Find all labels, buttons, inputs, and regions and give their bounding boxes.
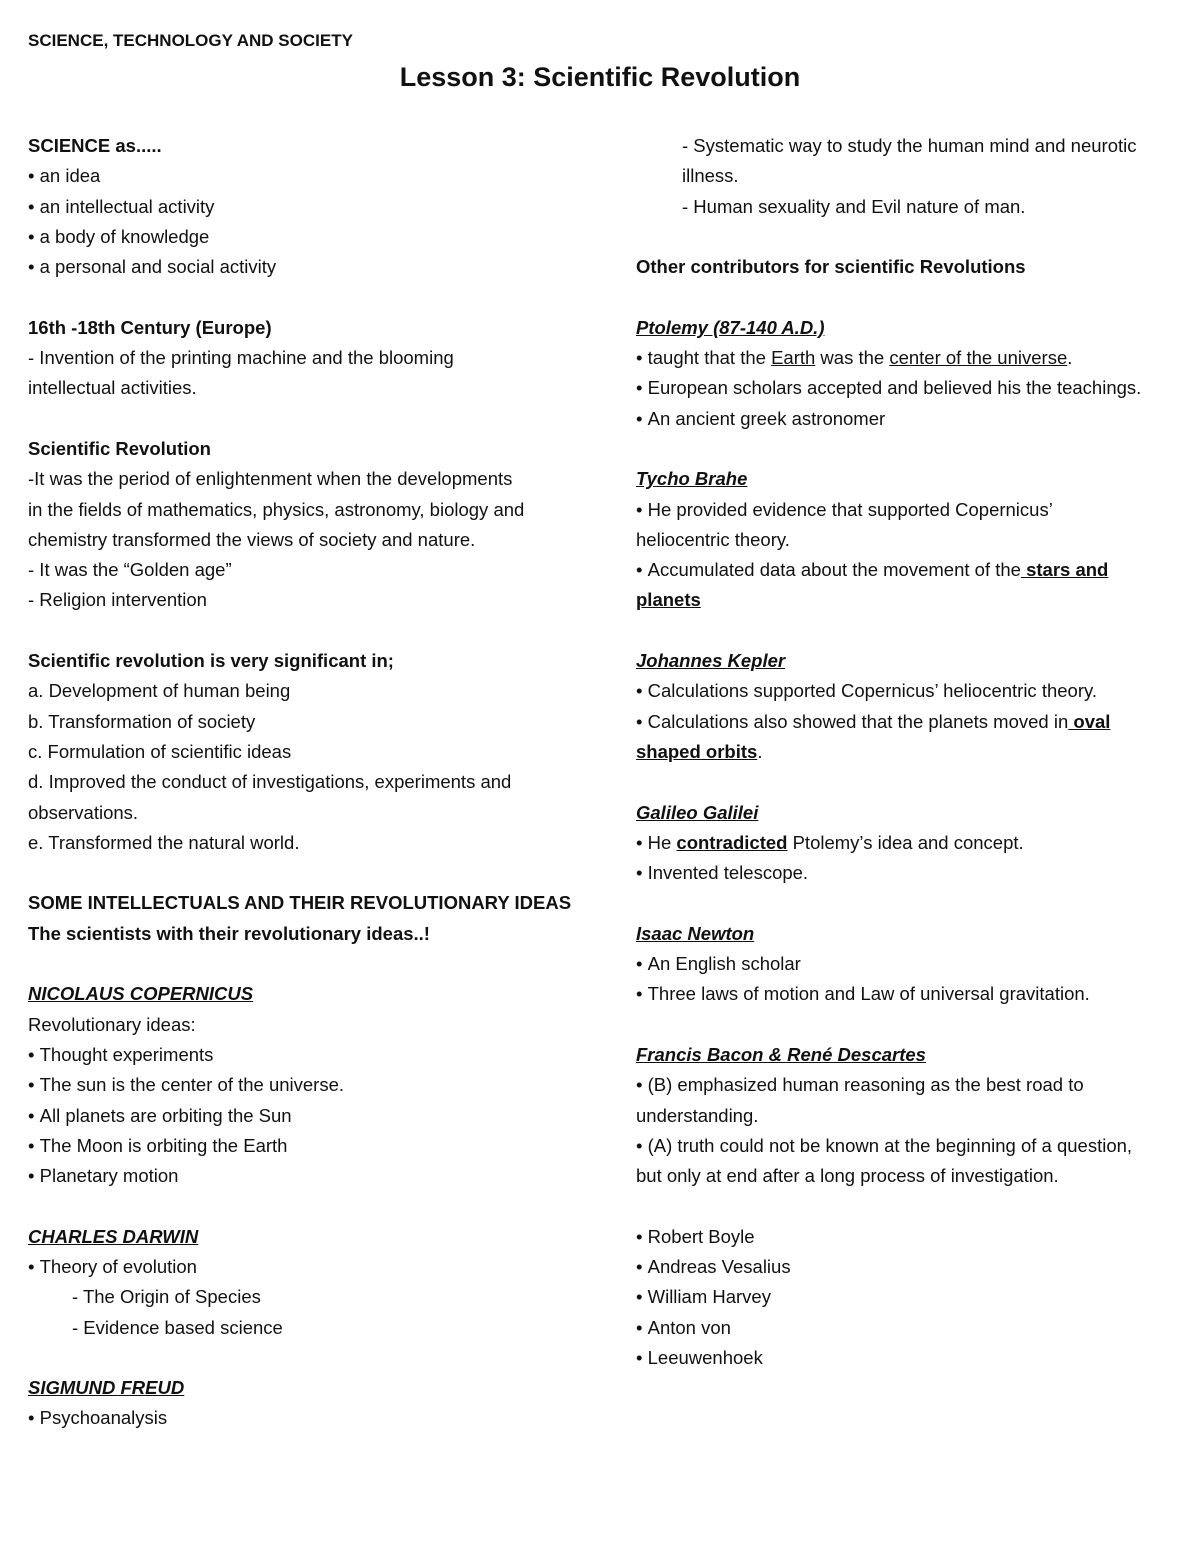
- left-column: [28, 131, 588, 1434]
- list-item: • The sun is the center of the universe.: [28, 1070, 588, 1100]
- text-span: He: [647, 831, 677, 853]
- ptolemy-heading: Ptolemy (87-140 A.D.): [636, 316, 825, 338]
- text-line: - It was the “Golden age”: [28, 559, 232, 581]
- text-line: understanding.: [636, 1104, 759, 1126]
- center-term: center of the universe: [889, 347, 1068, 369]
- text-span: taught that the: [647, 347, 772, 369]
- bacon-descartes-heading: Francis Bacon & René Descartes: [636, 1043, 926, 1065]
- right-column: [636, 131, 1186, 1373]
- list-item: • (A) truth could not be known at the beginning of a question,: [636, 1131, 1186, 1161]
- list-item: • a personal and social activity: [28, 252, 588, 282]
- list-item: • (B) emphasized human reasoning as the best road to: [636, 1070, 1186, 1100]
- list-item: • Planetary motion: [28, 1161, 588, 1191]
- revolution-heading: Scientific Revolution: [28, 437, 211, 459]
- contradicted-term: contradicted: [676, 831, 788, 853]
- text-line: a. Development of human being: [28, 680, 291, 702]
- list-item: • Leeuwenhoek: [636, 1343, 1186, 1373]
- text-line: in the fields of mathematics, physics, astronomy, biology and: [28, 498, 525, 520]
- kepler-heading: Johannes Kepler: [636, 650, 786, 672]
- intellectuals-heading: SOME INTELLECTUALS AND THEIR REVOLUTIONARY IDEAS: [28, 892, 572, 914]
- list-item: • Robert Boyle: [636, 1222, 1186, 1252]
- text-span: .: [1067, 347, 1073, 369]
- list-item: • Andreas Vesalius: [636, 1252, 1186, 1282]
- list-item: • He provided evidence that supported Copernicus’: [636, 495, 1186, 525]
- text-line: e. Transformed the natural world.: [28, 831, 300, 853]
- tycho-heading: Tycho Brahe: [636, 468, 748, 490]
- significance-heading: Scientific revolution is very significant in;: [28, 650, 394, 672]
- list-item: [636, 828, 1186, 858]
- list-item: • Calculations supported Copernicus’ heliocentric theory.: [636, 676, 1186, 706]
- text-line: - Systematic way to study the human mind and neurotic: [682, 135, 1137, 156]
- century-heading: 16th -18th Century (Europe): [28, 316, 272, 338]
- list-item: • an intellectual activity: [28, 192, 588, 222]
- list-item: [636, 343, 1186, 373]
- newton-heading: Isaac Newton: [636, 922, 755, 944]
- list-item: • an idea: [28, 161, 588, 191]
- text-line: b. Transformation of society: [28, 710, 256, 732]
- oval-term: oval: [1068, 710, 1111, 732]
- text-line: intellectual activities.: [28, 377, 197, 399]
- text-span: Calculations also showed that the planets moved in: [647, 710, 1069, 732]
- text-line: -It was the period of enlightenment when the developments: [28, 468, 513, 490]
- science-heading: SCIENCE as.....: [28, 135, 162, 156]
- sub-list-item: - Evidence based science: [72, 1316, 283, 1338]
- text-line: [636, 737, 1186, 767]
- text-line: illness.: [682, 165, 739, 187]
- list-item: [636, 555, 1186, 585]
- text-line: - Invention of the printing machine and the blooming: [28, 347, 454, 369]
- list-item: • The Moon is orbiting the Earth: [28, 1131, 588, 1161]
- lesson-title: Lesson 3: Scientific Revolution: [399, 62, 801, 92]
- copernicus-heading: NICOLAUS COPERNICUS: [28, 983, 254, 1005]
- freud-heading: SIGMUND FREUD: [28, 1377, 185, 1399]
- orbits-term: shaped orbits: [636, 740, 758, 762]
- text-line: - Human sexuality and Evil nature of man.: [682, 195, 1026, 217]
- text-line: chemistry transformed the views of society and nature.: [28, 528, 476, 550]
- text-line: c. Formulation of scientific ideas: [28, 740, 292, 762]
- galileo-heading: Galileo Galilei: [636, 801, 759, 823]
- darwin-heading: CHARLES DARWIN: [28, 1225, 199, 1247]
- list-item: • Thought experiments: [28, 1040, 588, 1070]
- sub-list-item: - The Origin of Species: [72, 1286, 261, 1308]
- list-item: • Theory of evolution: [28, 1252, 588, 1282]
- text-span: was the: [815, 347, 890, 369]
- others-heading: Other contributors for scientific Revolutions: [636, 256, 1026, 278]
- earth-term: Earth: [771, 347, 816, 369]
- list-item: • European scholars accepted and believed his the teachings.: [636, 373, 1186, 403]
- text-line: but only at end after a long process of investigation.: [636, 1165, 1059, 1187]
- list-item: [636, 707, 1186, 737]
- list-item: • All planets are orbiting the Sun: [28, 1101, 588, 1131]
- list-item: • An English scholar: [636, 949, 1186, 979]
- text-line: Revolutionary ideas:: [28, 1013, 196, 1035]
- intellectuals-subheading: The scientists with their revolutionary ideas..!: [28, 922, 430, 944]
- stars-term: stars and: [1020, 559, 1109, 581]
- text-span: .: [757, 740, 763, 762]
- list-item: • Three laws of motion and Law of universal gravitation.: [636, 979, 1186, 1009]
- text-span: Ptolemy’s idea and concept.: [787, 831, 1024, 853]
- planets-term: planets: [636, 589, 701, 611]
- text-line: [636, 585, 1186, 615]
- list-item: • William Harvey: [636, 1282, 1186, 1312]
- text-line: observations.: [28, 801, 139, 823]
- text-line: d. Improved the conduct of investigations, experiments and: [28, 771, 512, 793]
- list-item: • a body of knowledge: [28, 222, 588, 252]
- list-item: • Psychoanalysis: [28, 1403, 588, 1433]
- text-line: heliocentric theory.: [636, 528, 790, 550]
- text-line: - Religion intervention: [28, 589, 207, 611]
- list-item: • Anton von: [636, 1313, 1186, 1343]
- list-item: • Invented telescope.: [636, 858, 1186, 888]
- list-item: • An ancient greek astronomer: [636, 404, 1186, 434]
- text-span: Accumulated data about the movement of the: [647, 559, 1021, 581]
- course-title: SCIENCE, TECHNOLOGY AND SOCIETY: [28, 31, 353, 50]
